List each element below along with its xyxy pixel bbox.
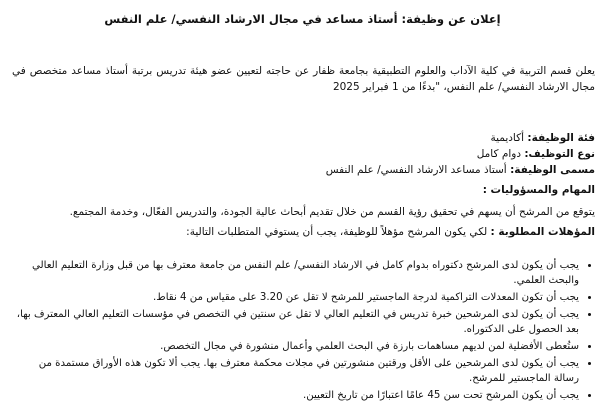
field-job-title xyxy=(12,162,595,178)
list-item: • ستُعطى الأفضلية لمن لديهم مساهمات بارزة في البحث العلمي وأعمال منشورة في مجال التخصص. xyxy=(12,339,579,354)
field-label: فئة الوظيفة: xyxy=(527,132,595,144)
field-label: مسمى الوظيفة: xyxy=(510,164,595,176)
field-label: نوع التوظيف: xyxy=(524,148,595,160)
responsibilities-text: يتوقع من المرشح أن يسهم في تحقيق رؤية القسم من خلال تقديم أبحاث عالية الجودة، والتدريس الفعّال، وخدمة المجتمع. xyxy=(69,206,595,218)
qualifications-line xyxy=(12,224,595,240)
list-item: • يجب أن يكون لدى المرشحين خبرة تدريس في التعليم العالي لا تقل عن سنتين في التخصص في مؤسسات التعليم العالي المعترف بها، بعد الحصول على الدكتوراه. xyxy=(12,307,579,337)
intro-paragraph: يعلن قسم التربية في كلية الآداب والعلوم التطبيقية بجامعة ظفار عن حاجته لتعيين عضو هيئة تدريس برتبة أستاذ مساعد متخصص في مجال الارشاد النفسي/ علم النفس، "بدءًا من 1 فبراير 2025 xyxy=(12,65,595,93)
list-item: • يجب أن يكون لدى المرشح دكتوراه بدوام كامل في الارشاد النفسي/ علم النفس من جامعة معترف بها من قبل وزارة التعليم العالي والبحث العلمي. xyxy=(12,258,579,288)
page-title: إعلان عن وظيفة: أستاذ مساعد في مجال الارشاد النفسي/ علم النفس xyxy=(104,12,501,26)
requirements-list xyxy=(12,258,595,405)
qualifications-text: لكي يكون المرشح مؤهلاً للوظيفة، يجب أن يستوفي المتطلبات التالية: xyxy=(186,226,488,238)
list-item: • يجب أن يكون المرشح تحت سن 45 عامًا اعتبارًا من تاريخ التعيين. xyxy=(12,388,579,403)
list-item: • يجب أن يكون لدى المرشحين على الأقل ورقتين منشورتين في مجلات محكمة معترف بها. يجب ألا تكون هذه الأوراق مستمدة من رسالة الماجستير للمرشح. xyxy=(12,356,579,386)
field-value: أستاذ مساعد الارشاد النفسي/ علم النفس xyxy=(325,164,507,176)
field-value: أكاديمية xyxy=(490,132,525,144)
field-job-category xyxy=(12,130,595,146)
responsibilities-heading: المهام والمسؤوليات : xyxy=(482,184,595,196)
list-item: • يجب أن تكون المعدلات التراكمية لدرجة الماجستير للمرشح لا تقل عن 3.20 على مقياس من 4 نقاط. xyxy=(12,290,579,305)
field-employment-type xyxy=(12,146,595,162)
field-value: دوام كامل xyxy=(476,148,521,160)
qualifications-label: المؤهلات المطلوبة : xyxy=(490,226,595,238)
